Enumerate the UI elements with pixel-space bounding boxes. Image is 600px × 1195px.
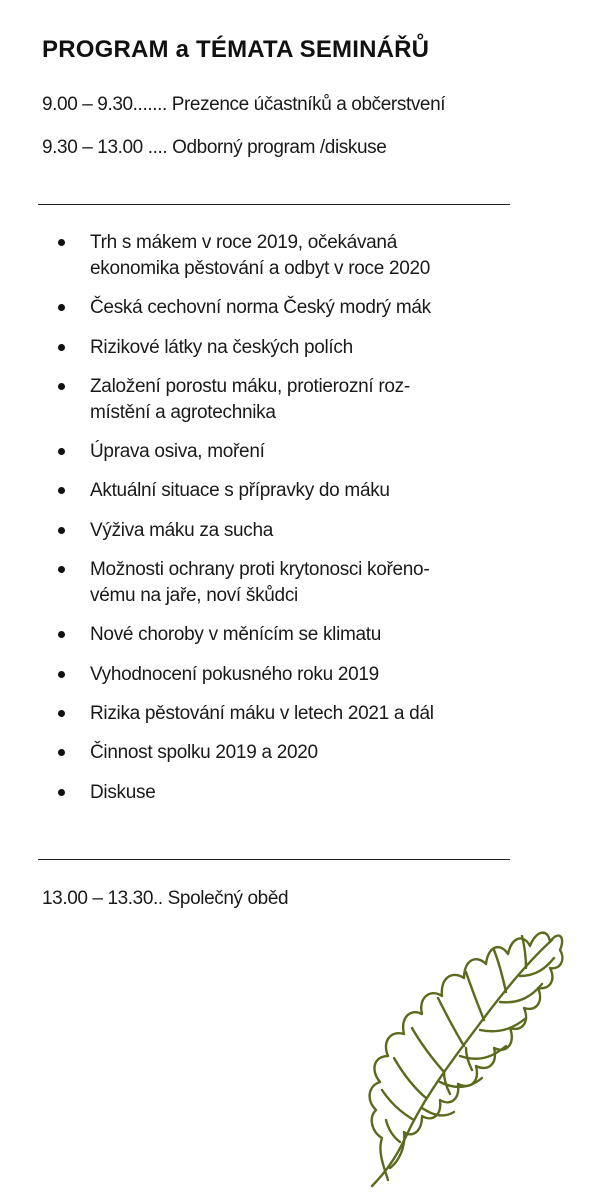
list-item: Aktuální situace s přípravky do máku [48,478,518,504]
list-item: Česká cechovní norma Český modrý mák [48,295,518,321]
page-title: PROGRAM a TÉMATA SEMINÁŘŮ [42,36,430,63]
bullet-icon [58,566,65,573]
list-item: Vyhodnocení pokusného roku 2019 [48,662,518,688]
bullet-icon [58,631,65,638]
list-item: Založení porostu máku, protierozní roz- místění a agrotechnika [48,374,518,426]
bullet-icon [58,749,65,756]
bullet-icon [58,671,65,678]
list-item: Nové choroby v měnícím se klimatu [48,622,518,648]
list-item: Činnost spolku 2019 a 2020 [48,740,518,766]
list-item: Možnosti ochrany proti krytonosci kořeno- vému na jaře, noví škůdci [48,557,518,609]
bullet-icon [58,344,65,351]
schedule-program: 9.30 – 13.00 .... Odborný program /diskuse [42,137,387,158]
divider-top [38,204,510,205]
bullet-icon [58,239,65,246]
list-item: Diskuse [48,780,518,806]
bullet-icon [58,448,65,455]
bullet-icon [58,304,65,311]
list-item: Úprava osiva, moření [48,439,518,465]
bullet-icon [58,527,65,534]
list-item: Rizika pěstování máku v letech 2021 a dál [48,701,518,727]
bullet-icon [58,789,65,796]
schedule-lunch: 13.00 – 13.30.. Společný oběd [42,888,289,909]
bullet-icon [58,710,65,717]
list-item: Trh s mákem v roce 2019, očekávaná ekonomika pěstování a odbyt v roce 2020 [48,230,518,282]
bullet-icon [58,487,65,494]
topics-list [48,230,518,819]
list-item: Rizikové látky na českých polích [48,335,518,361]
bullet-icon [58,383,65,390]
list-item: Výživa máku za sucha [48,518,518,544]
schedule-registration: 9.00 – 9.30....... Prezence účastníků a občerstvení [42,94,446,115]
oak-leaf-icon [360,850,570,1190]
